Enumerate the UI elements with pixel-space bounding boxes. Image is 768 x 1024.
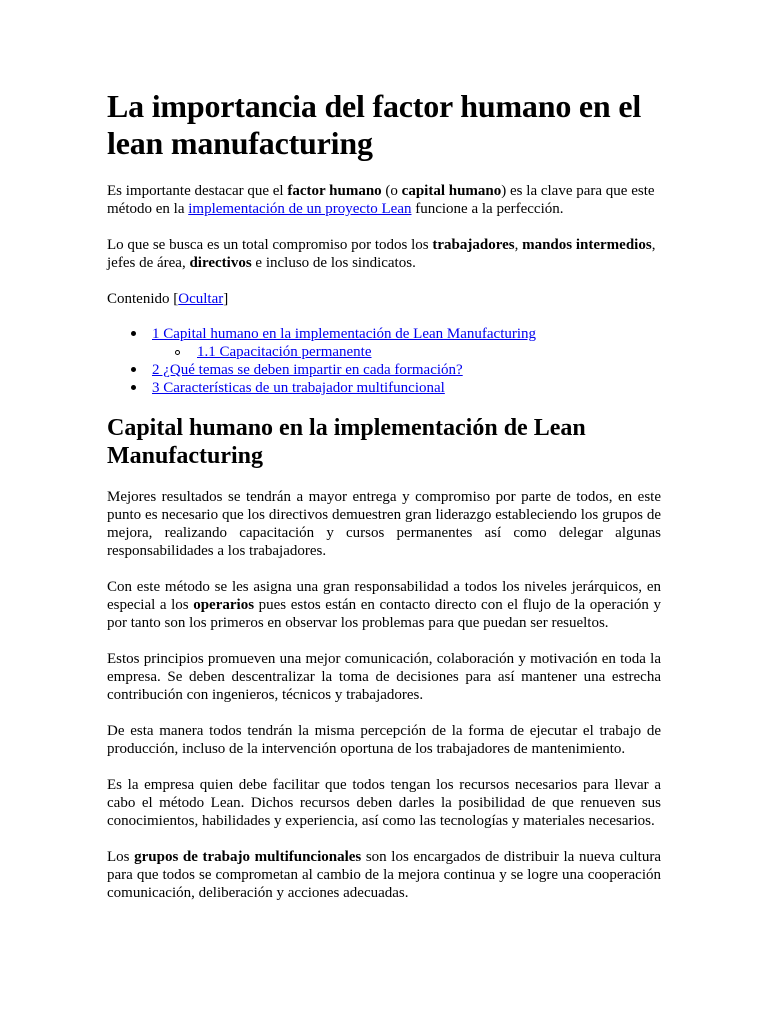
toc-label: Contenido [ (107, 291, 179, 307)
intro-paragraph-2 (107, 236, 661, 272)
text-run: Es importante destacar que el (107, 183, 288, 199)
section-heading: Capital humano en la implementación de Lean Manufacturing (107, 415, 586, 469)
bullet-icon (131, 331, 136, 336)
text-run: Lo que se busca es un total compromiso por todos los (107, 237, 433, 253)
bold-term-grupos-multifuncionales: grupos de trabajo multifuncionales (134, 849, 362, 865)
toc-subitem (107, 343, 661, 361)
circle-bullet-icon (175, 350, 180, 355)
toc-header (107, 290, 661, 308)
toc-link-trabajador-multifuncional[interactable]: 3 Características de un trabajador multifuncional (152, 380, 445, 396)
section-paragraph-4: De esta manera todos tendrán la misma percepción de la forma de ejecutar el trabajo de producción, incluso de la intervención oportuna de los trabajadores de mantenimiento. (107, 723, 661, 757)
intro-paragraph-1 (107, 182, 661, 218)
section-paragraph-1: Mejores resultados se tendrán a mayor entrega y compromiso por parte de todos, en este punto es necesario que los directivos demuestren gran liderazgo estableciendo los grupos de mejora, realizando capacitación y cursos permanentes así como delegar algunas responsabilidades a los trabajadores. (107, 489, 661, 559)
toc-label-end: ] (223, 291, 229, 307)
bold-term-factor-humano: factor humano (287, 183, 382, 199)
text-run: Con este método se les asigna una gran responsabilidad a todos los niveles jerárquicos, en especial a los (107, 579, 661, 613)
text-run: , (514, 237, 523, 253)
toc-item (107, 379, 661, 397)
section-paragraph-3: Estos principios promueven una mejor comunicación, colaboración y motivación en toda la empresa. Se deben descentralizar la toma de decisiones para así mantener una estrecha contribución con ingenieros, técnicos y trabajadores. (107, 651, 661, 703)
toc-item (107, 325, 661, 343)
table-of-contents (107, 325, 661, 397)
text-run: e incluso de los sindicatos. (251, 255, 416, 271)
bold-term-capital-humano: capital humano (401, 183, 502, 199)
bold-term-operarios: operarios (193, 597, 255, 613)
section-paragraph-6 (107, 848, 661, 902)
lean-project-link[interactable]: implementación de un proyecto Lean (188, 201, 412, 217)
bullet-icon (131, 367, 136, 372)
bullet-icon (131, 385, 136, 390)
text-run: funcione a la perfección. (411, 201, 564, 217)
toc-toggle-link[interactable]: Ocultar (178, 291, 224, 307)
text-run: Los (107, 849, 135, 865)
page-title: La importancia del factor humano en el lean manufacturing (107, 88, 642, 161)
toc-link-temas-formacion[interactable]: 2 ¿Qué temas se deben impartir en cada formación? (152, 362, 463, 378)
toc-link-capacitacion[interactable]: 1.1 Capacitación permanente (197, 344, 372, 360)
bold-term-trabajadores: trabajadores (432, 237, 515, 253)
bold-term-mandos-intermedios: mandos intermedios (522, 237, 652, 253)
bold-term-directivos: directivos (189, 255, 252, 271)
toc-item (107, 361, 661, 379)
section-paragraph-2 (107, 578, 661, 632)
text-run: son los encargados de distribuir la nueva cultura para que todos se comprometan al cambio de la mejora continua y se logre una cooperación comunicación, deliberación y acciones adecuadas. (107, 849, 661, 901)
text-run: ) es la clave para que este método en la (107, 183, 655, 217)
section-paragraph-5: Es la empresa quien debe facilitar que todos tengan los recursos necesarios para llevar a cabo el método Lean. Dichos recursos deben darles la posibilidad de que renueven sus conocimientos, habilidades y experiencia, así como las tecnologías y materiales necesarios. (107, 777, 661, 829)
text-run: , jefes de área, (107, 237, 656, 271)
text-run: pues estos están en contacto directo con el flujo de la operación y por tanto son los primeros en observar los problemas para que puedan ser resueltos. (107, 597, 661, 631)
toc-link-capital-humano[interactable]: 1 Capital humano en la implementación de Lean Manufacturing (152, 326, 537, 342)
text-run: (o (381, 183, 402, 199)
